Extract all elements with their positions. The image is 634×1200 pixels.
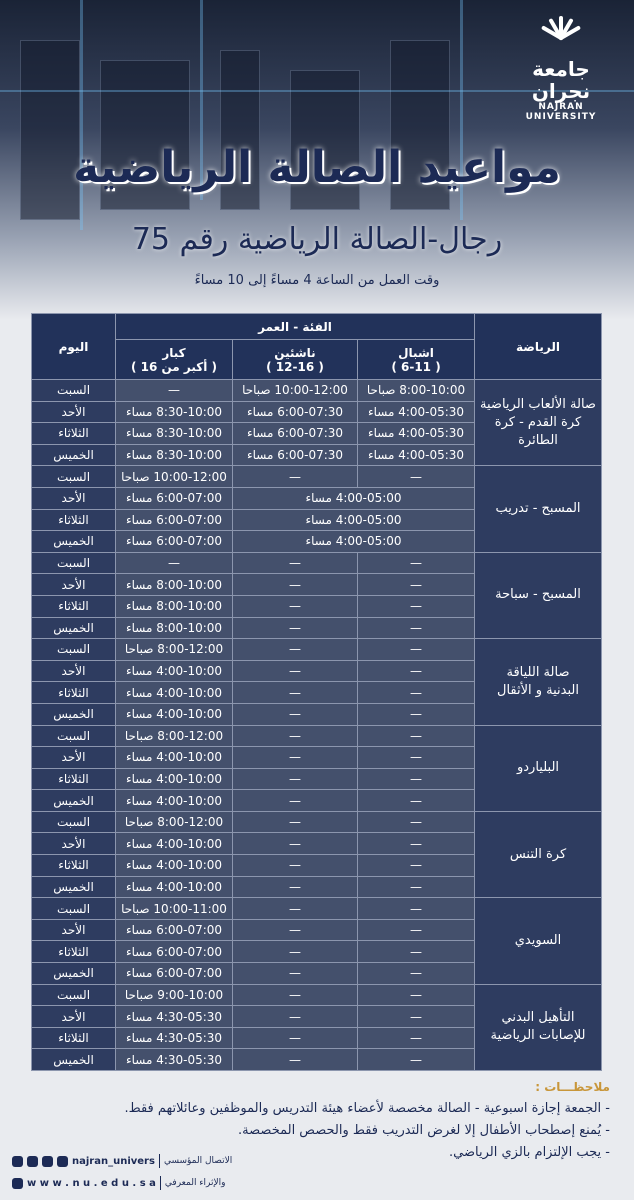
time-cell: —	[233, 1006, 358, 1028]
time-cell: 8:00-10:00 صباحا	[358, 380, 475, 402]
time-cell: —	[233, 855, 358, 877]
time-cell: 6:00-07:00 مساء	[116, 531, 233, 553]
page-title: مواعيد الصالة الرياضية	[73, 142, 561, 193]
instagram-icon[interactable]	[42, 1156, 53, 1167]
time-cell: 4:00-05:30 مساء	[358, 444, 475, 466]
time-cell: —	[358, 725, 475, 747]
time-cell: —	[233, 617, 358, 639]
logo-arabic-text: جامعة نجران	[531, 57, 591, 103]
day-cell: الخميس	[32, 703, 116, 725]
day-cell: السبت	[32, 552, 116, 574]
table-row	[32, 811, 602, 833]
day-cell: الثلاثاء	[32, 768, 116, 790]
time-cell: —	[233, 682, 358, 704]
time-cell: —	[358, 855, 475, 877]
time-cell: 6:00-07:00 مساء	[116, 963, 233, 985]
table-row	[32, 380, 602, 402]
time-cell: —	[358, 790, 475, 812]
day-cell: الأحد	[32, 833, 116, 855]
time-cell: 4:00-10:00 مساء	[116, 682, 233, 704]
time-cell: 10:00-12:00 صباحا	[233, 380, 358, 402]
day-cell: الأحد	[32, 747, 116, 769]
time-cell: —	[358, 574, 475, 596]
logo-emblem-icon	[539, 12, 583, 56]
table-row	[32, 639, 602, 661]
time-cell: —	[233, 941, 358, 963]
time-cell: 4:30-05:30 مساء	[116, 1027, 233, 1049]
time-cell: 6:00-07:30 مساء	[233, 423, 358, 445]
time-cell: 6:00-07:00 مساء	[116, 509, 233, 531]
day-cell: السبت	[32, 811, 116, 833]
time-cell: —	[233, 984, 358, 1006]
footer-line1: الاتصال المؤسسي	[163, 1156, 233, 1166]
website-link[interactable]: w w w . n u . e d u . s a	[27, 1177, 156, 1189]
day-cell: الخميس	[32, 1049, 116, 1071]
time-cell: 6:00-07:00 مساء	[116, 919, 233, 941]
time-cell: 4:00-10:00 مساء	[116, 790, 233, 812]
time-cell: —	[358, 466, 475, 488]
table-row	[32, 898, 602, 920]
time-cell: —	[358, 639, 475, 661]
time-cell: —	[358, 876, 475, 898]
time-cell: 4:00-10:00 مساء	[116, 660, 233, 682]
time-cell: —	[233, 833, 358, 855]
schedule-table-wrapper	[31, 313, 601, 1071]
day-cell: الثلاثاء	[32, 595, 116, 617]
time-cell: 8:00-12:00 صباحا	[116, 639, 233, 661]
sport-name: السويدي	[475, 898, 602, 984]
time-cell: 6:00-07:30 مساء	[233, 444, 358, 466]
time-cell: —	[358, 898, 475, 920]
x-icon[interactable]	[12, 1156, 23, 1167]
time-cell: —	[358, 833, 475, 855]
page-subtitle: رجال-الصالة الرياضية رقم 75	[131, 222, 503, 257]
time-cell: —	[358, 1049, 475, 1071]
snapchat-icon[interactable]	[57, 1156, 68, 1167]
day-cell: الثلاثاء	[32, 855, 116, 877]
day-cell: الخميس	[32, 876, 116, 898]
time-cell: 4:00-10:00 مساء	[116, 876, 233, 898]
time-cell: —	[358, 660, 475, 682]
note-item: - يجب الإلتزام بالزي الرياضي.	[449, 1145, 610, 1160]
time-cell: 4:30-05:30 مساء	[116, 1006, 233, 1028]
day-cell: الثلاثاء	[32, 1027, 116, 1049]
table-row	[32, 466, 602, 488]
time-cell: 9:00-10:00 صباحا	[116, 984, 233, 1006]
time-cell: 4:00-05:30 مساء	[358, 401, 475, 423]
time-cell: —	[233, 552, 358, 574]
day-cell: الخميس	[32, 963, 116, 985]
time-cell: —	[233, 790, 358, 812]
sport-name: البلياردو	[475, 725, 602, 811]
day-cell: السبت	[32, 984, 116, 1006]
table-row	[32, 984, 602, 1006]
day-cell: الخميس	[32, 444, 116, 466]
time-cell: —	[233, 919, 358, 941]
social-handle[interactable]: najran_univers	[72, 1155, 155, 1167]
day-cell: الأحد	[32, 660, 116, 682]
youtube-icon[interactable]	[27, 1156, 38, 1167]
header-group-adults: كبار ( أكبر من 16 )	[116, 340, 233, 380]
time-cell: —	[233, 639, 358, 661]
table-row	[32, 725, 602, 747]
sport-name: المسبح - سباحة	[475, 552, 602, 638]
day-cell: السبت	[32, 639, 116, 661]
time-cell: 8:30-10:00 مساء	[116, 444, 233, 466]
time-cell: 8:00-10:00 مساء	[116, 574, 233, 596]
day-cell: الثلاثاء	[32, 509, 116, 531]
time-cell: 8:00-12:00 صباحا	[116, 725, 233, 747]
university-logo	[506, 12, 616, 122]
header-group-teens: ناشئين ( 12-16 )	[233, 340, 358, 380]
time-cell: —	[116, 552, 233, 574]
time-cell: 8:30-10:00 مساء	[116, 401, 233, 423]
time-cell: —	[233, 1049, 358, 1071]
day-cell: الأحد	[32, 401, 116, 423]
time-cell: —	[233, 660, 358, 682]
time-cell: —	[358, 941, 475, 963]
time-cell: —	[358, 768, 475, 790]
time-cell: —	[358, 963, 475, 985]
time-cell: 4:00-10:00 مساء	[116, 703, 233, 725]
time-cell: —	[233, 1027, 358, 1049]
day-cell: السبت	[32, 898, 116, 920]
time-cell: 4:00-10:00 مساء	[116, 833, 233, 855]
working-hours: وقت العمل من الساعة 4 مساءً إلى 10 مساءً	[194, 273, 440, 288]
time-cell: —	[358, 984, 475, 1006]
time-cell: —	[233, 876, 358, 898]
time-cell: —	[233, 595, 358, 617]
note-item: - يُمنع إصطحاب الأطفال إلا لغرض التدريب فقط والحصص المخصصة.	[238, 1123, 610, 1138]
header-day: اليوم	[32, 314, 116, 380]
time-cell: —	[358, 747, 475, 769]
time-cell: 4:00-05:30 مساء	[358, 423, 475, 445]
day-cell: الأحد	[32, 574, 116, 596]
time-cell: —	[233, 963, 358, 985]
time-cell: —	[233, 747, 358, 769]
time-cell: —	[358, 617, 475, 639]
schedule-table	[31, 313, 602, 1071]
sport-name: المسبح - تدريب	[475, 466, 602, 552]
notes-heading: ملاحظـــات :	[535, 1080, 610, 1094]
time-cell: 8:30-10:00 مساء	[116, 423, 233, 445]
time-cell: 4:30-05:30 مساء	[116, 1049, 233, 1071]
time-cell: —	[358, 595, 475, 617]
time-cell: —	[233, 898, 358, 920]
time-cell: 8:00-12:00 صباحا	[116, 811, 233, 833]
time-cell: —	[116, 380, 233, 402]
footer	[12, 1150, 312, 1194]
footer-line2: والإثراء المعرفي	[164, 1178, 226, 1188]
time-cell: —	[233, 725, 358, 747]
day-cell: الخميس	[32, 790, 116, 812]
sport-name: صالة الألعاب الرياضية كرة القدم - كرة الطائرة	[475, 380, 602, 466]
time-cell: 10:00-12:00 صباحا	[116, 466, 233, 488]
day-cell: السبت	[32, 466, 116, 488]
time-cell: 10:00-11:00 صباحا	[116, 898, 233, 920]
schedule-body	[32, 380, 602, 1071]
time-cell: —	[358, 919, 475, 941]
time-cell: —	[233, 811, 358, 833]
time-cell: —	[233, 574, 358, 596]
time-cell: 4:00-10:00 مساء	[116, 855, 233, 877]
time-cell: 4:00-10:00 مساء	[116, 768, 233, 790]
time-cell: 6:00-07:00 مساء	[116, 941, 233, 963]
day-cell: الأحد	[32, 919, 116, 941]
time-cell: 8:00-10:00 مساء	[116, 595, 233, 617]
day-cell: الثلاثاء	[32, 941, 116, 963]
globe-icon	[12, 1178, 23, 1189]
time-cell: 4:00-05:00 مساء	[233, 531, 475, 553]
time-cell: 8:00-10:00 مساء	[116, 617, 233, 639]
time-cell: —	[358, 1006, 475, 1028]
sport-name: كرة التنس	[475, 811, 602, 897]
time-cell: —	[358, 1027, 475, 1049]
time-cell: —	[233, 768, 358, 790]
time-cell: —	[358, 552, 475, 574]
time-cell: 6:00-07:30 مساء	[233, 401, 358, 423]
time-cell: —	[358, 703, 475, 725]
time-cell: 6:00-07:00 مساء	[116, 487, 233, 509]
sport-name: صالة اللياقة البدنية و الأثقال	[475, 639, 602, 725]
day-cell: الأحد	[32, 487, 116, 509]
day-cell: السبت	[32, 725, 116, 747]
day-cell: الأحد	[32, 1006, 116, 1028]
time-cell: 4:00-05:00 مساء	[233, 509, 475, 531]
table-row	[32, 552, 602, 574]
day-cell: الخميس	[32, 617, 116, 639]
header-sport: الرياضة	[475, 314, 602, 380]
time-cell: 4:00-05:00 مساء	[233, 487, 475, 509]
day-cell: الثلاثاء	[32, 682, 116, 704]
time-cell: —	[233, 703, 358, 725]
note-item: - الجمعة إجازة اسبوعية - الصالة مخصصة لأعضاء هيئة التدريس والموظفين وعائلاتهم فقط.	[124, 1101, 610, 1116]
header-group-kids: اشبال ( 6-11 )	[358, 340, 475, 380]
day-cell: الثلاثاء	[32, 423, 116, 445]
sport-name: التأهيل البدني للإصابات الرياضية	[475, 984, 602, 1070]
logo-english-text: NAJRAN UNIVERSITY	[525, 102, 597, 122]
time-cell: —	[358, 811, 475, 833]
time-cell: 4:00-10:00 مساء	[116, 747, 233, 769]
day-cell: السبت	[32, 380, 116, 402]
time-cell: —	[358, 682, 475, 704]
time-cell: —	[233, 466, 358, 488]
day-cell: الخميس	[32, 531, 116, 553]
header-category: الفئة - العمر	[116, 314, 475, 340]
